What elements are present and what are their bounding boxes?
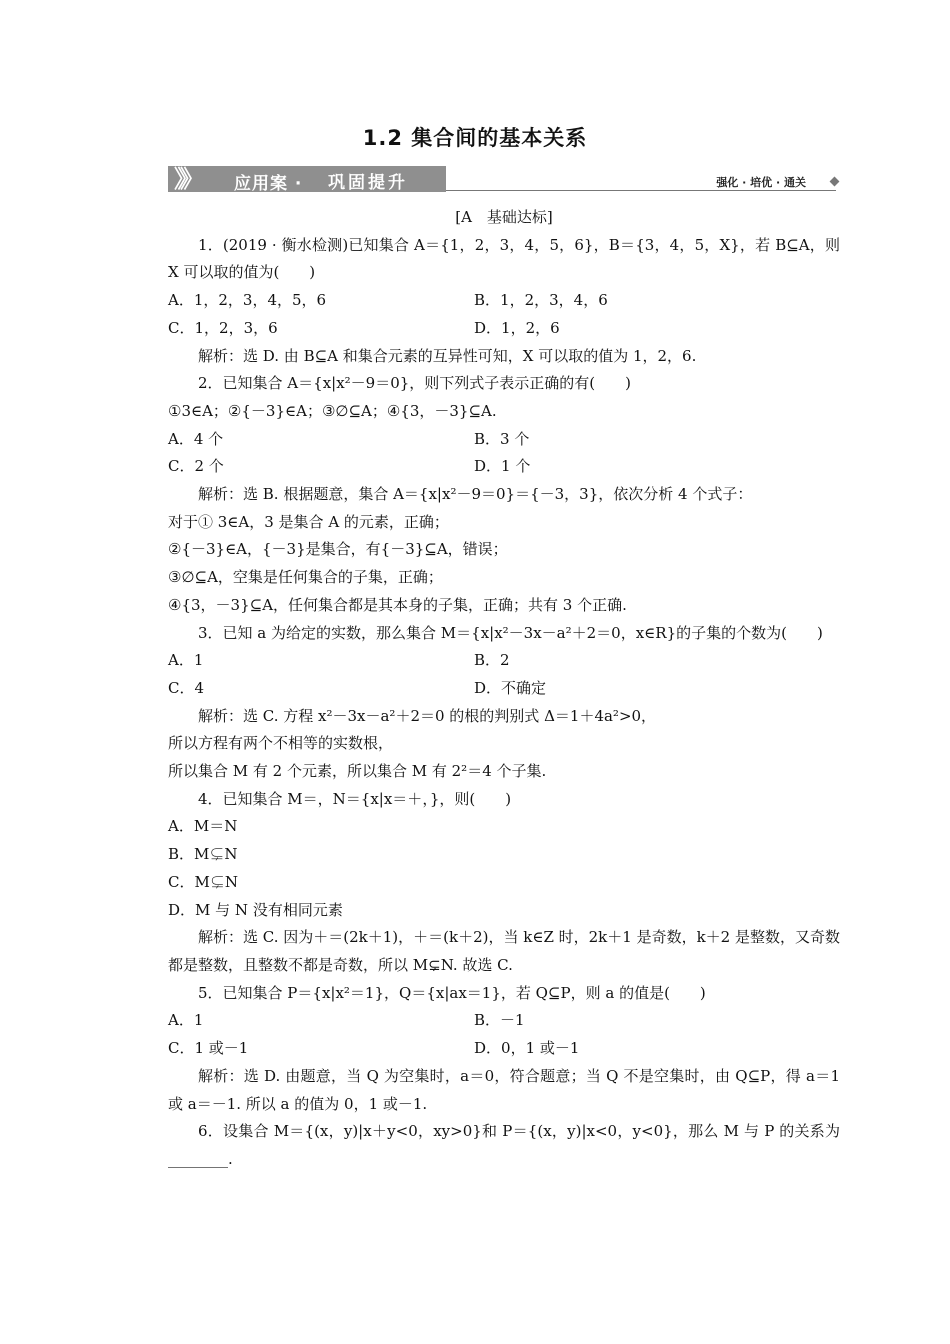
option-a: A．4 个: [168, 429, 224, 448]
solution-3-line1: 解析：选 C. 方程 x²－3x－a²＋2＝0 的根的判别式 Δ＝1＋4a²>0，: [198, 706, 657, 725]
question-6: 6．设集合 M＝{(x，y)|x＋y<0，xy>0}和 P＝{(x，y)|x<0，y<0}，那么 M 与 P 的关系为________.: [168, 1122, 840, 1168]
option-d: D．不确定: [474, 678, 547, 697]
solution-3-line3: 所以集合 M 有 2 个元素，所以集合 M 有 2²＝4 个子集.: [168, 762, 547, 781]
solution-2-line1: 解析：选 B. 根据题意，集合 A＝{x|x²－9＝0}＝{－3，3}，依次分析 4 个式子：: [198, 485, 753, 504]
question-1: 1．(2019 · 衡水检测)已知集合 A＝{1，2，3，4，5，6}，B＝{3，4，5，X}，若 B⊆A，则 X 可以取的值为( ): [168, 235, 840, 282]
question-2-options-row1: [168, 426, 840, 454]
solution-4: 解析：选 C. 因为＋＝(2k＋1)，＋＝(k＋2)，当 k∈Z 时，2k＋1 是奇数，k＋2 是整数，又奇数都是整数，且整数不都是奇数，所以 M⊊N. 故选 C.: [168, 928, 840, 974]
section-title: [A 基础达标]: [455, 208, 553, 226]
question-2-options-row2: [168, 453, 840, 481]
question-1-options-row2: [168, 315, 840, 343]
question-4: 4．已知集合 M＝，N＝{x|x＝＋，}，则( ): [198, 789, 512, 808]
option-a: A．1: [168, 1011, 204, 1030]
option-b: B．1，2，3，4，6: [474, 291, 608, 310]
banner-rule: [446, 190, 836, 191]
exercise-content: [168, 204, 840, 1174]
banner-label-left: 应用案 ·: [234, 174, 303, 194]
question-2: 2．已知集合 A＝{x|x²－9＝0}，则下列式子表示正确的有( ): [198, 374, 632, 393]
option-b: B．2: [474, 651, 510, 670]
question-3-options-row1: [168, 647, 840, 675]
question-2-items: ①3∈A；②{－3}∈A；③∅⊆A；④{3，－3}⊆A.: [168, 401, 497, 420]
solution-2-line3: ②{－3}∈A，{－3}是集合，有{－3}⊆A，错误；: [168, 540, 508, 559]
option-d: D．1，2，6: [474, 318, 560, 337]
option-a: A．1: [168, 651, 204, 670]
solution-2-line2: 对于① 3∈A，3 是集合 A 的元素，正确；: [168, 512, 449, 531]
question-3-options-row2: [168, 675, 840, 703]
question-5: 5．已知集合 P＝{x|x²＝1}，Q＝{x|ax＝1}，若 Q⊆P，则 a 的值是( ): [198, 983, 706, 1002]
banner-label-right: 巩固提升: [328, 173, 408, 193]
diamond-icon: [830, 177, 840, 187]
option-b: B．3 个: [474, 429, 530, 448]
question-3: 3．已知 a 为给定的实数，那么集合 M＝{x|x²－3x－a²＋2＝0，x∈R}的子集的个数为( ): [198, 623, 823, 642]
solution-5: 解析：选 D. 由题意，当 Q 为空集时，a＝0，符合题意；当 Q 不是空集时，由 Q⊆P，得 a＝1 或 a＝－1. 所以 a 的值为 0，1 或－1.: [168, 1066, 840, 1113]
question-5-options-row2: [168, 1035, 840, 1063]
banner-right-text: 强化 · 培优 · 通关: [716, 176, 806, 189]
chevron-right-icon: 》》: [174, 165, 198, 193]
solution-3-line2: 所以方程有两个不相等的实数根，: [168, 734, 394, 753]
solution-2-line5: ④{3，－3}⊆A，任何集合都是其本身的子集，正确；共有 3 个正确.: [168, 595, 627, 614]
option-d: D．M 与 N 没有相同元素: [168, 900, 343, 919]
solution-1: 解析：选 D. 由 B⊆A 和集合元素的互异性可知，X 可以取的值为 1，2，6.: [198, 346, 697, 365]
option-d: D．0，1 或－1: [474, 1039, 580, 1058]
option-d: D．1 个: [474, 457, 531, 476]
option-a: A．M＝N: [168, 817, 238, 836]
option-c: C．1，2，3，6: [168, 318, 278, 337]
option-b: B．M⊊N: [168, 845, 238, 864]
option-c: C．M⊊N: [168, 872, 238, 891]
solution-2-line4: ③∅⊆A，空集是任何集合的子集，正确；: [168, 568, 443, 587]
option-b: B．－1: [474, 1011, 525, 1030]
option-c: C．4: [168, 678, 205, 697]
option-c: C．2 个: [168, 457, 224, 476]
option-c: C．1 或－1: [168, 1039, 249, 1058]
question-1-options-row1: [168, 287, 840, 315]
section-banner: [168, 166, 840, 194]
question-5-options-row1: [168, 1007, 840, 1035]
option-a: A．1，2，3，4，5，6: [168, 291, 327, 310]
page-title: 1.2 集合间的基本关系: [362, 126, 588, 150]
